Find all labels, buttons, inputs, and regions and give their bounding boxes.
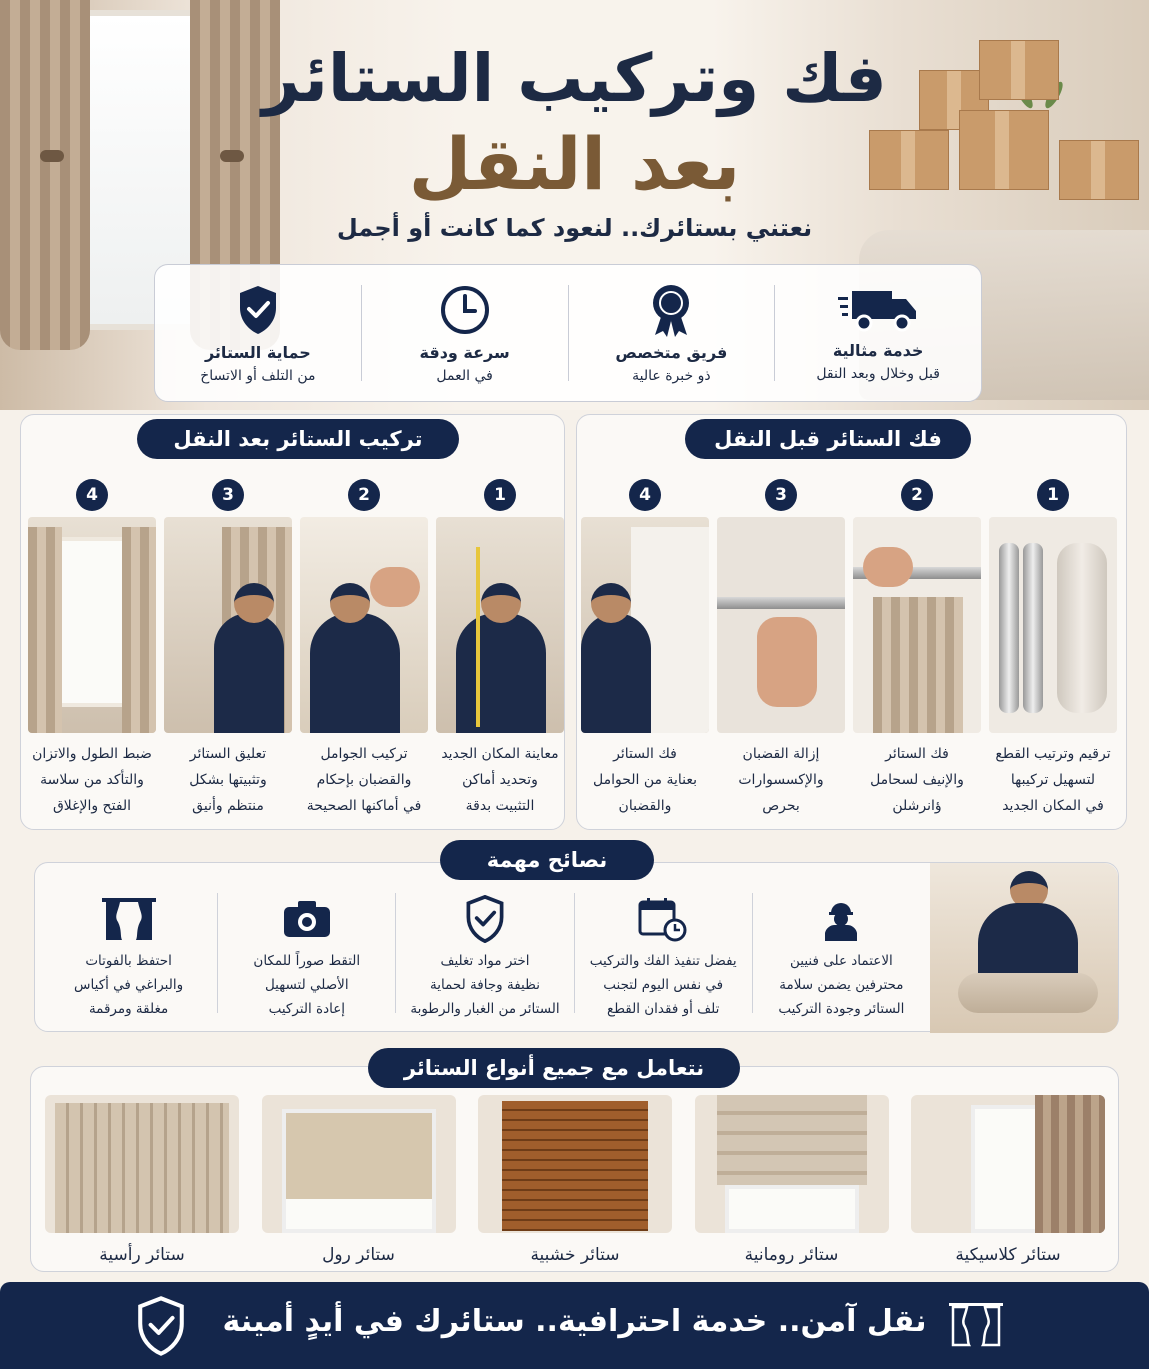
- page-title-line2: بعد النقل: [408, 122, 741, 206]
- removal-step-3-photo: [717, 517, 845, 733]
- install-step-4-photo: [28, 517, 156, 733]
- install-section: [20, 414, 565, 830]
- type-vertical: ستائر رأسية: [45, 1095, 239, 1265]
- truck-icon: [836, 285, 920, 333]
- classic-curtain-image: [911, 1095, 1105, 1233]
- footer-slogan: نقل آمن.. خدمة احترافية.. ستائرك في أيدٍ أمينة: [222, 1304, 927, 1339]
- type-wooden: ستائر خشبية: [478, 1095, 672, 1265]
- tip-professionals: الاعتماد على فنيين محترفين يضمن سلامة الستائر وجودة التركيب: [752, 893, 930, 1013]
- tips-section: [34, 862, 1119, 1032]
- feature-protection: حماية الستائر من التلف أو الاتساخ: [155, 285, 361, 381]
- removal-step-2-photo: [853, 517, 981, 733]
- clock-icon: [439, 285, 491, 335]
- tips-section-title: نصائح مهمة: [440, 840, 654, 880]
- removal-section: [576, 414, 1127, 830]
- vertical-blinds-image: [45, 1095, 239, 1233]
- install-section-title: تركيب الستائر بعد النقل: [137, 419, 459, 459]
- install-step-3-photo: [164, 517, 292, 733]
- worker-icon: [753, 893, 930, 945]
- removal-step-2: 2 فك الستائر والإنيف لسحامل ؤانرشلن: [853, 479, 981, 819]
- page-title: فك وتركيب الستائر: [262, 40, 887, 117]
- curtain-types-section: [30, 1066, 1119, 1272]
- feature-expert-team: فريق متخصص ذو خبرة عالية: [568, 285, 775, 381]
- install-step-2-photo: [300, 517, 428, 733]
- type-roman: ستائر رومانية: [695, 1095, 889, 1265]
- removal-step-4: 4 فك الستائر بعناية من الحوامل والقضبان: [581, 479, 709, 819]
- page-subtitle: نعتني بستائرك.. لنعود كما كانت أو أجمل: [336, 214, 813, 242]
- curtain-types-title: نتعامل مع جميع أنواع الستائر: [368, 1048, 740, 1088]
- badge-icon: [649, 285, 693, 335]
- calendar-clock-icon: [575, 893, 752, 945]
- tip-packing-materials: اختر مواد تغليف نظيفة وجافة لحماية الستائر من الغبار والرطوبة: [395, 893, 573, 1013]
- roller-blind-image: [262, 1095, 456, 1233]
- tip-take-photos: التقط صوراً للمكان الأصلي لتسهيل إعادة التركيب: [217, 893, 395, 1013]
- removal-section-title: فك الستائر قبل النقل: [685, 419, 971, 459]
- removal-step-1: 1 ترقيم وترتيب القطع لتسهيل تركيبها في المكان الجديد: [989, 479, 1117, 819]
- curtain-icon: [40, 893, 217, 945]
- shield-check-icon: [396, 893, 573, 945]
- removal-step-4-photo: [581, 517, 709, 733]
- footer-banner: [0, 1282, 1149, 1369]
- install-step-3: 3 تعليق الستائر وتثبيتها بشكل منتظم وأنيق: [164, 479, 292, 819]
- install-step-4: 4 ضبط الطول والاتزان والتأكد من سلاسة الفتح والإغلاق: [28, 479, 156, 819]
- worker-packing-photo: [930, 863, 1118, 1033]
- features-strip: [154, 264, 982, 402]
- install-step-1: 1 معاينة المكان الجديد وتحديد أماكن التثبيت بدقة: [436, 479, 564, 819]
- curtain-icon: [949, 1296, 1003, 1356]
- roman-curtain-image: [695, 1095, 889, 1233]
- type-roller: ستائر رول: [262, 1095, 456, 1265]
- removal-step-3: 3 إزالة القضبان والإكسسوارات بحرص: [717, 479, 845, 819]
- tip-same-day: يفضل تنفيذ الفك والتركيب في نفس اليوم لتجنب تلف أو فقدان القطع: [574, 893, 752, 1013]
- camera-icon: [218, 893, 395, 945]
- feature-ideal-service: خدمة مثالية قبل وخلال وبعد النقل: [774, 285, 981, 381]
- feature-speed: سرعة ودقة في العمل: [361, 285, 568, 381]
- shield-check-icon: [236, 285, 280, 335]
- removal-step-1-photo: [989, 517, 1117, 733]
- wooden-blinds-image: [478, 1095, 672, 1233]
- tip-keep-screws: احتفظ بالفوتات والبراغي في أكياس مغلقة ومرقمة: [40, 893, 217, 1013]
- install-step-2: 2 تركيب الجوامل والقضبان بإحكام في أماكنها الصحيحة: [300, 479, 428, 819]
- install-step-1-photo: [436, 517, 564, 733]
- type-classic: ستائر كلاسيكية: [911, 1095, 1105, 1265]
